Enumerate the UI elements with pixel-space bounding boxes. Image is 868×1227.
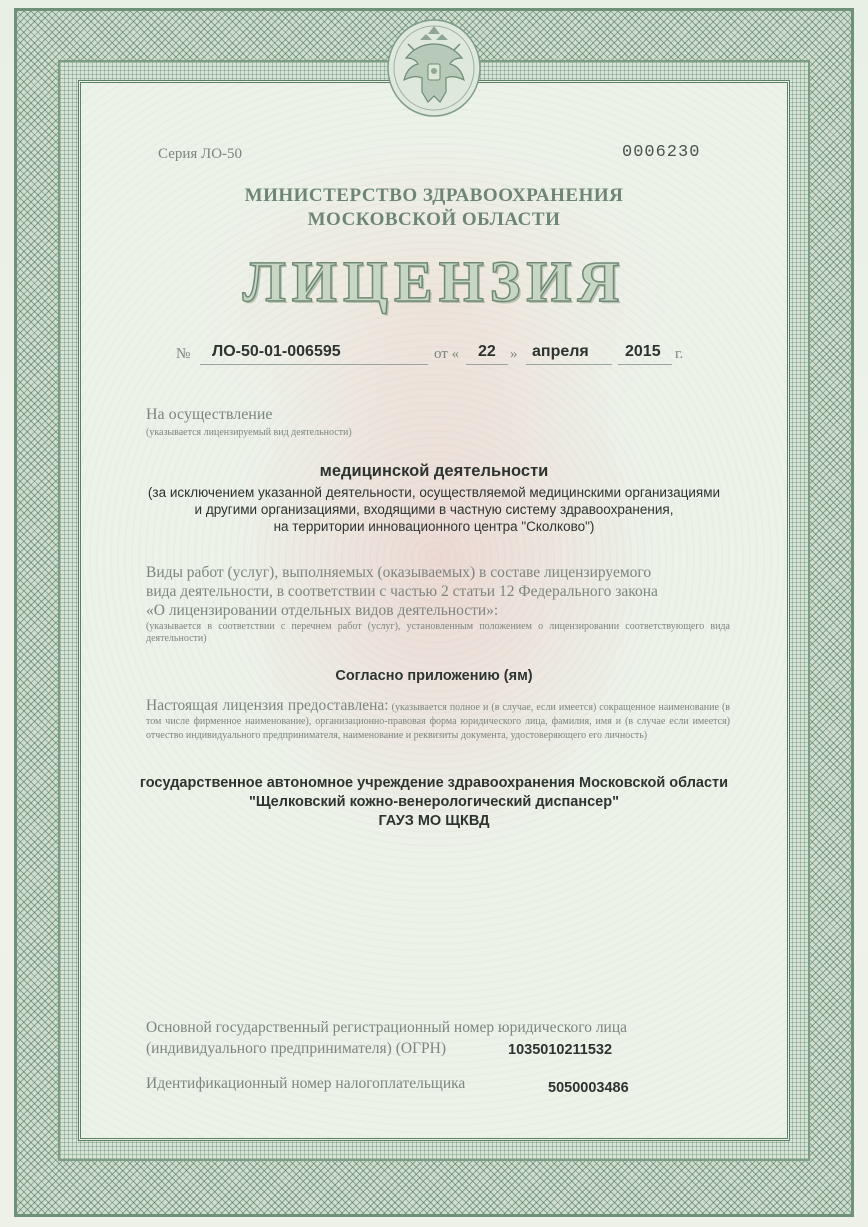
licensee-hint: (указывается полное и (в случае, если имеется) сокращенное наименование (в том числе фирменное наименование), организационно-правовая форма юридического лица, фамилия, имя и (в случае если имеется) отчество индивидуального предпринимателя, наименование и реквизиты документа, удостоверяющего его личность) — [146, 702, 731, 741]
date-prefix: от « — [434, 346, 460, 362]
licensee-block — [146, 699, 730, 743]
activity-hint: (указывается лицензируемый вид деятельности) — [146, 427, 352, 438]
works-label-line2: вида деятельности, в соответствии с частью 2 статьи 12 Федерального закона — [146, 583, 658, 600]
licensee-org-line3: ГАУЗ МО ЩКВД — [378, 813, 490, 829]
month-underline — [526, 364, 612, 365]
year-underline — [618, 364, 672, 365]
works-label-line1: Виды работ (услуг), выполняемых (оказываемых) в составе лицензируемого — [146, 564, 652, 581]
inn-value: 5050003486 — [548, 1080, 629, 1096]
works-hint: (указывается в соответствии с перечнем работ (услуг), установленным положением о лицензировании соответствующего вида деятельности) — [146, 621, 730, 644]
licensee-org-line2: "Щелковский кожно-венерологический диспансер" — [249, 794, 619, 810]
activity-value: медицинской деятельности — [319, 462, 549, 480]
licensee-lead: Настоящая лицензия предоставлена: — [146, 697, 389, 714]
inn-label: Идентификационный номер налогоплательщика — [146, 1075, 466, 1092]
license-year: 2015 — [625, 343, 661, 360]
works-value: Согласно приложению (ям) — [335, 668, 533, 684]
license-month: апреля — [532, 343, 589, 360]
works-label-line3: «О лицензировании отдельных видов деятельности»: — [146, 602, 499, 619]
activity-note-line1: (за исключением указанной деятельности, осуществляемой медицинскими организациями — [147, 485, 721, 500]
license-number-underline — [200, 364, 428, 365]
ogrn-value: 1035010211532 — [508, 1042, 613, 1058]
series-label: Серия ЛО-50 — [158, 146, 243, 162]
form-number: 0006230 — [622, 143, 701, 162]
activity-note-line2: и другими организациями, входящими в частную систему здравоохранения, — [194, 502, 674, 517]
coat-of-arms-icon — [384, 14, 484, 118]
date-close-quote: » — [510, 346, 518, 362]
license-day: 22 — [478, 343, 496, 360]
ministry-name-line2: МОСКОВСКОЙ ОБЛАСТИ — [307, 209, 561, 230]
activity-label: На осуществление — [146, 406, 273, 423]
licensee-org-line1: государственное автономное учреждение здравоохранения Московской области — [139, 775, 729, 791]
ministry-name-line1: МИНИСТЕРСТВО ЗДРАВООХРАНЕНИЯ — [244, 185, 624, 206]
ogrn-label-line2: (индивидуального предпринимателя) (ОГРН) — [146, 1040, 447, 1057]
number-sign: № — [176, 346, 191, 362]
activity-note-line3: на территории инновационного центра "Сколково") — [273, 519, 595, 534]
year-suffix: г. — [675, 346, 684, 362]
ogrn-label-line1: Основной государственный регистрационный номер юридического лица — [146, 1019, 628, 1036]
day-underline — [466, 364, 508, 365]
license-number: ЛО-50-01-006595 — [212, 343, 341, 360]
document-title: ЛИЦЕНЗИЯ — [242, 249, 626, 314]
